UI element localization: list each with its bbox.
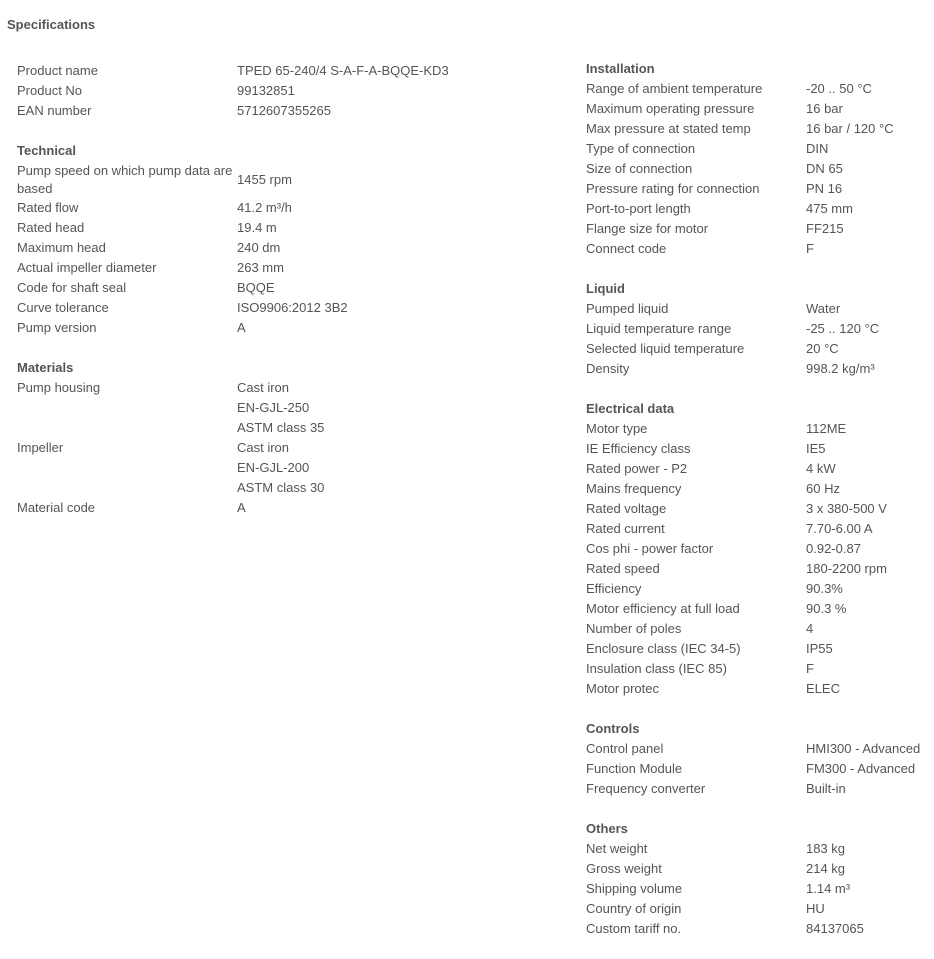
spec-value-line: Cast iron — [237, 440, 290, 455]
spec-value: 0.92-0.87 — [806, 541, 861, 556]
spec-label: Rated voltage — [586, 501, 667, 516]
spec-row — [17, 438, 557, 498]
spec-label: Pump housing — [17, 380, 101, 395]
page-title: Specifications — [7, 17, 96, 32]
spec-value — [237, 378, 557, 438]
spec-value: 4 kW — [806, 461, 836, 476]
spec-row — [17, 198, 557, 218]
spec-value: ISO9906:2012 3B2 — [237, 300, 348, 315]
spec-row — [586, 119, 931, 139]
spec-label: Shipping volume — [586, 881, 683, 896]
spec-label: Liquid temperature range — [586, 321, 732, 336]
spec-value: 99132851 — [237, 83, 295, 98]
spec-value: 263 mm — [237, 260, 284, 275]
spec-label: Maximum head — [17, 240, 106, 255]
spec-row — [586, 219, 931, 239]
spec-value: 998.2 kg/m³ — [806, 361, 875, 376]
spec-row — [586, 899, 931, 919]
spec-label: Pump version — [17, 320, 97, 335]
spec-value: 7.70-6.00 A — [806, 521, 873, 536]
spec-value-line: ASTM class 30 — [237, 480, 325, 495]
spec-value: 16 bar / 120 °C — [806, 121, 894, 136]
spec-row — [586, 599, 931, 619]
spec-row — [586, 199, 931, 219]
spec-label: Flange size for motor — [586, 221, 709, 236]
spec-value: 84137065 — [806, 921, 864, 936]
spec-row — [586, 519, 931, 539]
spec-value-line: EN-GJL-250 — [237, 400, 310, 415]
spec-value: -20 .. 50 °C — [806, 81, 872, 96]
spec-label: Product name — [17, 63, 98, 78]
section-title-technical: Technical — [17, 143, 77, 158]
spec-row — [586, 499, 931, 519]
spec-label: Pumped liquid — [586, 301, 669, 316]
spec-label: Mains frequency — [586, 481, 682, 496]
spec-row — [586, 839, 931, 859]
spec-label: Density — [586, 361, 630, 376]
spec-label: Rated current — [586, 521, 665, 536]
spec-row — [586, 459, 931, 479]
spec-value: 1455 rpm — [237, 171, 292, 187]
installation-section — [586, 59, 931, 259]
section-title-materials: Materials — [17, 360, 74, 375]
section-title-installation: Installation — [586, 61, 655, 76]
spec-value: DN 65 — [806, 161, 843, 176]
spec-value: IE5 — [806, 441, 826, 456]
spec-row — [586, 919, 931, 939]
spec-label: Rated speed — [586, 561, 660, 576]
spec-label: Rated power - P2 — [586, 461, 688, 476]
general-section — [17, 61, 557, 121]
spec-row — [586, 239, 931, 259]
spec-value: IP55 — [806, 641, 833, 656]
spec-label: Size of connection — [586, 161, 693, 176]
spec-value — [237, 438, 557, 498]
spec-value: 214 kg — [806, 861, 846, 876]
spec-label: Actual impeller diameter — [17, 260, 157, 275]
spec-row — [586, 99, 931, 119]
spec-row — [586, 79, 931, 99]
spec-row — [586, 439, 931, 459]
spec-value: FM300 - Advanced — [806, 761, 916, 776]
spec-value: TPED 65-240/4 S-A-F-A-BQQE-KD3 — [237, 63, 449, 78]
spec-value: A — [237, 320, 246, 335]
spec-row — [17, 258, 557, 278]
spec-value: 90.3 % — [806, 601, 847, 616]
spec-value: 183 kg — [806, 841, 846, 856]
spec-value — [237, 498, 557, 518]
spec-row — [17, 238, 557, 258]
section-title-liquid: Liquid — [586, 281, 625, 296]
spec-row — [586, 679, 931, 699]
liquid-section — [586, 279, 931, 379]
spec-row — [586, 419, 931, 439]
spec-value: 60 Hz — [806, 481, 840, 496]
spec-value: 90.3% — [806, 581, 843, 596]
spec-value: FF215 — [806, 221, 844, 236]
spec-value-line: A — [237, 500, 246, 515]
spec-value: PN 16 — [806, 181, 843, 196]
spec-label: Product No — [17, 83, 83, 98]
spec-row — [17, 218, 557, 238]
spec-label: Number of poles — [586, 621, 682, 636]
spec-row — [17, 298, 557, 318]
spec-row — [586, 619, 931, 639]
spec-row — [586, 739, 931, 759]
spec-value: 1.14 m³ — [806, 881, 851, 896]
spec-row — [586, 339, 931, 359]
spec-row — [586, 879, 931, 899]
spec-value: HMI300 - Advanced — [806, 741, 921, 756]
spec-row — [586, 179, 931, 199]
spec-label: Maximum operating pressure — [586, 101, 755, 116]
spec-value: 16 bar — [806, 101, 843, 116]
spec-label: Custom tariff no. — [586, 921, 682, 936]
spec-row — [17, 318, 557, 338]
spec-row — [17, 278, 557, 298]
spec-row — [586, 759, 931, 779]
right-column — [586, 59, 931, 959]
spec-value: ELEC — [806, 681, 840, 696]
spec-row — [586, 159, 931, 179]
spec-value: F — [806, 661, 814, 676]
spec-row — [586, 659, 931, 679]
left-column — [17, 61, 557, 538]
spec-label: Curve tolerance — [17, 300, 109, 315]
controls-section — [586, 719, 931, 799]
spec-row — [586, 139, 931, 159]
spec-label: Insulation class (IEC 85) — [586, 661, 727, 676]
spec-label: EAN number — [17, 103, 92, 118]
spec-value: DIN — [806, 141, 829, 156]
spec-row — [586, 559, 931, 579]
spec-row-ean-number — [17, 101, 557, 121]
others-section — [586, 819, 931, 939]
spec-row — [586, 859, 931, 879]
technical-section — [17, 141, 557, 338]
spec-label: Selected liquid temperature — [586, 341, 745, 356]
spec-label: Pressure rating for connection — [586, 181, 760, 196]
spec-row — [586, 319, 931, 339]
spec-value: 20 °C — [806, 341, 839, 356]
spec-label: Max pressure at stated temp — [586, 121, 751, 136]
spec-label: IE Efficiency class — [586, 441, 691, 456]
spec-label: Control panel — [586, 741, 664, 756]
spec-label: Net weight — [586, 841, 648, 856]
spec-label: Enclosure class (IEC 34-5) — [586, 641, 741, 656]
section-title-electrical: Electrical data — [586, 401, 675, 416]
spec-label: Function Module — [586, 761, 683, 776]
spec-label: Cos phi - power factor — [586, 541, 714, 556]
spec-label: Impeller — [17, 440, 64, 455]
spec-row — [17, 378, 557, 438]
spec-row — [17, 161, 557, 198]
spec-row — [586, 479, 931, 499]
spec-value: 41.2 m³/h — [237, 200, 292, 215]
spec-label: Connect code — [586, 241, 667, 256]
spec-row — [586, 299, 931, 319]
spec-row-product-name — [17, 61, 557, 81]
spec-label: Rated head — [17, 220, 85, 235]
spec-label: Motor type — [586, 421, 648, 436]
spec-row-product-no — [17, 81, 557, 101]
spec-label: Type of connection — [586, 141, 696, 156]
spec-value-line: Cast iron — [237, 380, 290, 395]
spec-label: Material code — [17, 500, 96, 515]
spec-row — [586, 579, 931, 599]
electrical-section — [586, 399, 931, 699]
spec-value: Water — [806, 301, 841, 316]
spec-label: Port-to-port length — [586, 201, 691, 216]
spec-label: Motor efficiency at full load — [586, 601, 740, 616]
spec-row — [586, 539, 931, 559]
spec-value: 19.4 m — [237, 220, 277, 235]
spec-label: Motor protec — [586, 681, 659, 696]
spec-row — [586, 359, 931, 379]
spec-value: 475 mm — [806, 201, 853, 216]
spec-value: HU — [806, 901, 825, 916]
spec-label: Rated flow — [17, 200, 79, 215]
spec-label: Range of ambient temperature — [586, 81, 763, 96]
spec-value: Built-in — [806, 781, 846, 796]
spec-value: 4 — [806, 621, 814, 636]
spec-label: Code for shaft seal — [17, 280, 127, 295]
spec-value: 3 x 380-500 V — [806, 501, 887, 516]
spec-value: 5712607355265 — [237, 103, 331, 118]
spec-value: BQQE — [237, 280, 275, 295]
spec-value: 112ME — [806, 421, 847, 436]
spec-label: Country of origin — [586, 901, 682, 916]
spec-row — [586, 779, 931, 799]
spec-row — [586, 639, 931, 659]
section-title-controls: Controls — [586, 721, 640, 736]
spec-row — [17, 498, 557, 518]
spec-value-line: ASTM class 35 — [237, 420, 325, 435]
spec-value: 240 dm — [237, 240, 281, 255]
spec-value: F — [806, 241, 814, 256]
spec-label: Frequency converter — [586, 781, 706, 796]
section-title-others: Others — [586, 821, 628, 836]
materials-section — [17, 358, 557, 518]
spec-value-line: EN-GJL-200 — [237, 460, 310, 475]
spec-label: Gross weight — [586, 861, 662, 876]
spec-label: Efficiency — [586, 581, 642, 596]
spec-value: 180-2200 rpm — [806, 561, 887, 576]
spec-value: -25 .. 120 °C — [806, 321, 880, 336]
spec-label: Pump speed on which pump data are based — [17, 163, 233, 196]
